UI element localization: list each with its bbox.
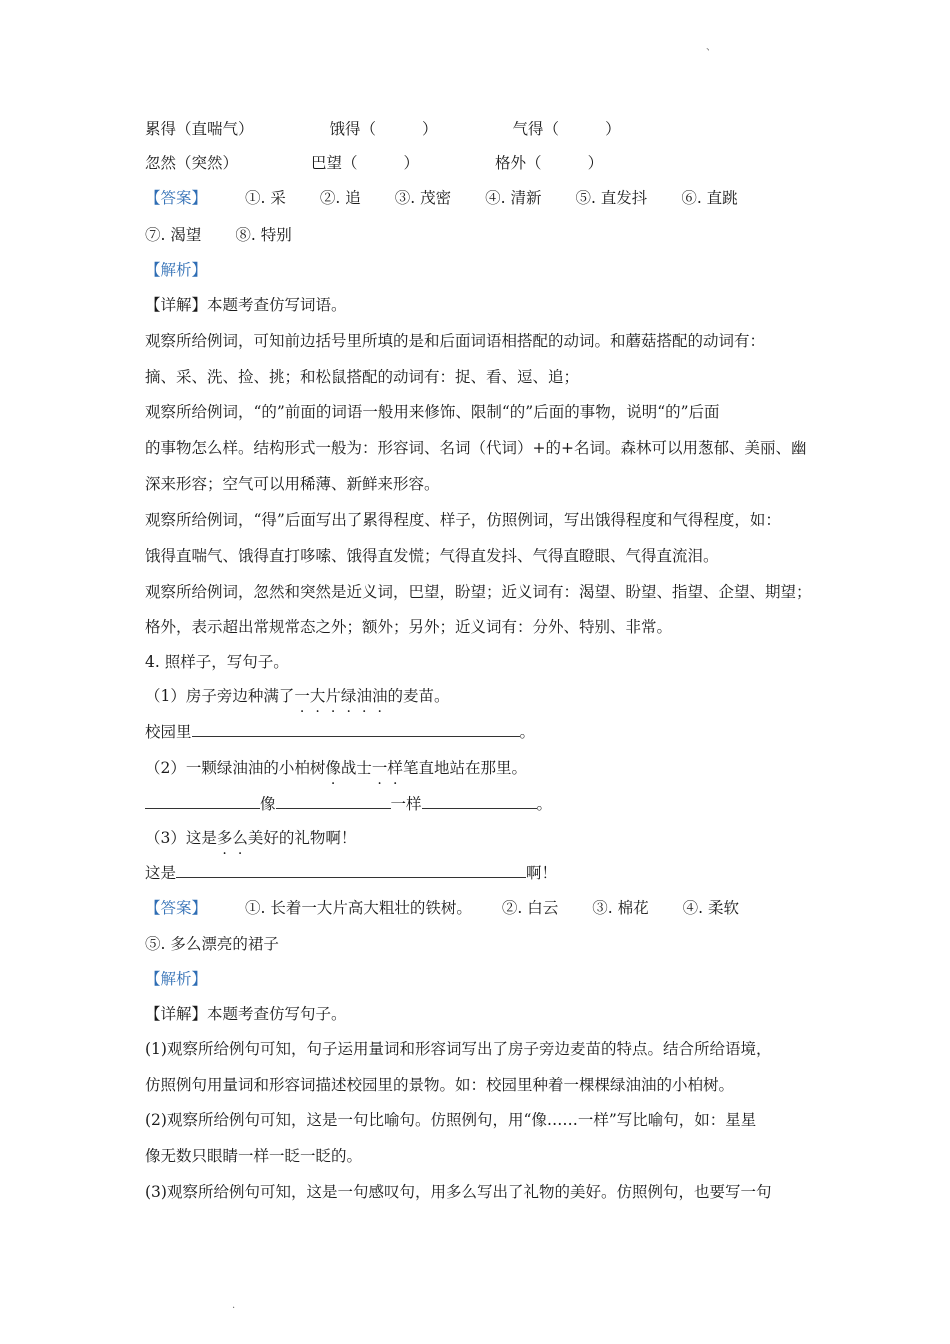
answer-blank[interactable] xyxy=(276,793,391,809)
answer-item: ④. 清新 xyxy=(485,189,542,207)
answer-item: ⑥. 直跳 xyxy=(681,189,738,207)
answer-line-2: ⑤. 多么漂亮的裙子 xyxy=(145,935,279,953)
fill-line-3: 这是 啊！ xyxy=(145,864,558,882)
example-word: 忽然（突然） xyxy=(145,154,239,172)
answer-line-2 xyxy=(145,224,292,246)
detail-paragraph: 观察所给例词，“得”后面写出了累得程度、样子，仿照例词，写出饿得程度和气得程度，如： xyxy=(145,511,781,529)
answer-item: ①. 采 xyxy=(245,189,286,207)
answer-blank[interactable] xyxy=(176,862,526,878)
answer-item: ②. 白云 xyxy=(501,899,559,917)
answer-line xyxy=(145,897,739,919)
detail-paragraph: 深来形容；空气可以用稀薄、新鲜来形容。 xyxy=(145,475,440,493)
answer-blank[interactable] xyxy=(192,721,520,737)
analysis-tag: 【解析】 xyxy=(145,261,208,279)
example-sentence-3: （3）这是多么美好的礼物啊！ xyxy=(145,829,357,847)
detail-paragraph: 观察所给例词，“的”前面的词语一般用来修饰、限制“的”后面的事物，说明“的”后面 xyxy=(145,403,720,421)
detail-intro: 【详解】本题考查仿写词语。 xyxy=(145,296,347,314)
detail-paragraph: 格外，表示超出常规常态之外；额外；另外；近义词有：分外、特别、非常。 xyxy=(145,618,673,636)
answer-item: ③. 茂密 xyxy=(394,189,452,207)
example-sentence-2: （2）一颗绿油油的小柏树像战士一样笔直地站在那里。 xyxy=(145,759,527,777)
fill-line-1: 校园里 。 xyxy=(145,723,536,741)
word-row-2: 忽然（突然） 巴望（ ） 格外（ ） xyxy=(145,154,604,172)
detail-paragraph: (2)观察所给例句可知，这是一句比喻句。仿照例句，用“像……一样”写比喻句，如：星星 xyxy=(145,1111,757,1129)
answer-item: ④. 柔软 xyxy=(682,899,739,917)
detail-paragraph: 像无数只眼睛一样一眨一眨的。 xyxy=(145,1147,363,1165)
word-blank-label: 巴望（ xyxy=(311,154,358,172)
detail-tag: 【详解】 xyxy=(145,1005,208,1023)
answer-blank[interactable] xyxy=(422,793,537,809)
question-title: 4. 照样子，写句子。 xyxy=(145,653,289,671)
word-blank-label: 气得（ xyxy=(512,120,560,138)
example-word: 累得（直喘气） xyxy=(145,120,254,138)
detail-paragraph: 饿得直喘气、饿得直打哆嗦、饿得直发慌；气得直发抖、气得直瞪眼、气得直流泪。 xyxy=(145,547,719,565)
detail-paragraph: 的事物怎么样。结构形式一般为：形容词、名词（代词）+的+名词。森林可以用葱郁、美丽、幽 xyxy=(145,439,807,457)
detail-intro: 【详解】本题考查仿写句子。 xyxy=(145,1005,347,1023)
answer-item: ⑤. 直发抖 xyxy=(575,189,648,207)
answer-blank[interactable] xyxy=(145,793,260,809)
detail-paragraph: (3)观察所给例句可知，这是一句感叹句，用多么写出了礼物的美好。仿照例句，也要写一句 xyxy=(145,1183,772,1201)
detail-paragraph: (1)观察所给例句可知，句子运用量词和形容词写出了房子旁边麦苗的特点。结合所给语境， xyxy=(145,1040,772,1058)
bottom-corner-mark: . xyxy=(232,1300,236,1311)
fill-line-2: 像 一样 。 xyxy=(145,793,552,815)
answer-item: ⑦. 渴望 xyxy=(145,226,202,244)
detail-paragraph: 观察所给例词，可知前边括号里所填的是和后面词语相搭配的动词。和蘑菇搭配的动词有： xyxy=(145,332,766,350)
word-row-1: 累得（直喘气） 饿得（ ） 气得（ ） xyxy=(145,120,621,138)
detail-tag: 【详解】 xyxy=(145,296,208,314)
word-blank-label: 格外（ xyxy=(495,154,542,172)
answer-tag: 【答案】 xyxy=(145,899,208,917)
answer-item: ②. 追 xyxy=(319,189,361,207)
detail-paragraph: 观察所给例词，忽然和突然是近义词，巴望，盼望；近义词有：渴望、盼望、指望、企望、期望； xyxy=(145,583,812,601)
answer-item: ③. 棉花 xyxy=(592,899,649,917)
answer-item: ⑧. 特别 xyxy=(235,226,292,244)
top-corner-mark: 、 xyxy=(706,42,716,53)
example-sentence-1: （1）房子旁边种满了一大片绿油油的麦苗。 xyxy=(145,687,450,705)
answer-line xyxy=(145,187,738,209)
word-blank-label: 饿得（ xyxy=(329,120,377,138)
analysis-tag: 【解析】 xyxy=(145,970,208,988)
detail-paragraph: 摘、采、洗、捡、挑；和松鼠搭配的动词有：捉、看、逗、追； xyxy=(145,368,580,386)
detail-paragraph: 仿照例句用量词和形容词描述校园里的景物。如：校园里种着一棵棵绿油油的小柏树。 xyxy=(145,1076,735,1094)
answer-tag: 【答案】 xyxy=(145,189,208,207)
answer-item: ①. 长着一大片高大粗壮的铁树。 xyxy=(245,899,472,917)
